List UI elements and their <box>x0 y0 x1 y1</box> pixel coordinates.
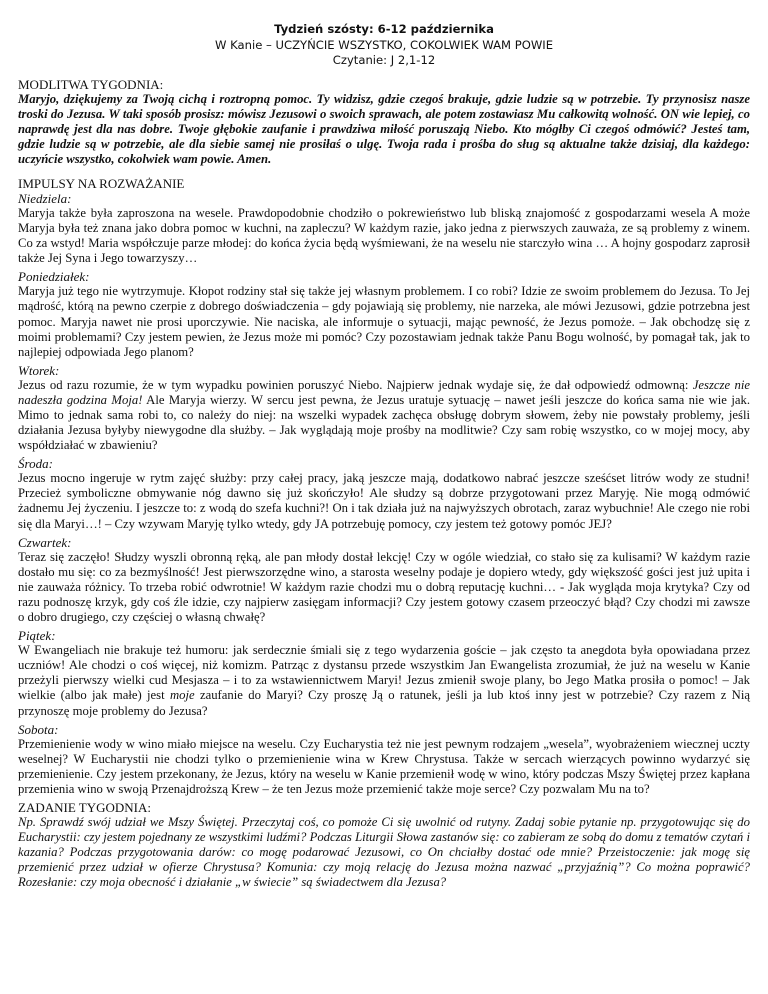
day-label-sunday: Niedziela: <box>18 190 72 206</box>
day-text-tuesday-quote: Jeszcze nie nadeszła godzina Moja! <box>18 377 750 407</box>
task-text: Np. Sprawdź swój udział we Mszy Świętej. Przeczytaj coś, co pomoże Ci się uwolnić od rutyny. Zadaj sobie pytanie np. przygotowując się do Eucharystii: czy jestem pojednany ze wszystkimi ludźmi? Podczas Liturgii Słowa zastanów się: co zabieram ze sobą do domu z tematów czytań i kazania? Podczas przygotowania darów: co mogę podarować Jezusowi, co On chciałby dostać ode mnie? Przeistoczenie: jak mogę się przemienić przez udział w ofierze Chrystusa? Komunia: czy moją relację do Jezusa można nazwać „przyjaźnią”? Co można poprawić? Rozesłanie: czy moja obecność i działanie „w świecie” są świadectwem dla Jezusa? <box>18 814 750 890</box>
impulses-heading: IMPULSY NA ROZWAŻANIE <box>18 175 185 191</box>
day-text-saturday: Przemienienie wody w wino miało miejsce na weselu. Czy Eucharystia też nie jest pewnym rodzajem „wesela”, wyobrażeniem wiecznej uczty weselnej? W Eucharystii nie chodzi tylko o przemienienie wina w Krew Chrystusa. Także w sercach wierzących powinno wydarzyć się przemienienie. Czy jestem przekonany, że Jezus, który na weselu w Kanie przemienił wodę w wino, który podczas Mszy Świętej przez kapłana przemienia wino w swoją Przenajdroższą Krew – że ten Jezus może przemienić także moje serce? Czy pozwalam Mu na to? <box>18 736 750 796</box>
task-heading: ZADANIE TYGODNIA: <box>18 799 151 815</box>
day-text-thursday: Teraz się zaczęło! Słudzy wyszli obronną ręką, ale pan młody dostał lekcję! Czy w ogóle wiedział, co stało się za kulisami? W każdym razie dostało mu się: co za bezmyślność! Jest pierwszorzędne wino, a starosta weselny podaje je dopiero wtedy, gdy większość gości jest już upita i nie zauważa różnicy. To trzeba robić odwrotnie! W każdym razie chodzi mu o dobrą reputację kuchni… - Jak wygląda moja krytyka? Czy od razu podnoszę krzyk, gdy coś źle idzie, czy najpierw zasięgam informacji? Czy jestem gotowy czasem przeoczyć błąd? Czy chodzi mi zawsze o dobro drugiego, czy częściej o własną chwałę? <box>18 549 750 625</box>
day-label-wednesday: Środa: <box>18 456 53 472</box>
prayer-section <box>18 77 750 167</box>
impulses-section <box>18 176 750 797</box>
prayer-heading: MODLITWA TYGODNIA: <box>18 76 164 92</box>
day-label-tuesday: Wtorek: <box>18 362 60 378</box>
day-text-tuesday-part1: Jezus od razu rozumie, że w tym wypadku powinien poruszyć Niebo. Najpierw jednak wydaje się, że dał odpowiedź odmowną: <box>18 377 693 392</box>
day-text-tuesday-part2: Ale Maryja wierzy. W sercu jest pewna, że Jezus uratuje sytuację – nawet jeśli jeszcze do końca sama nie wie jak. Mimo to jednak sama robi to, co należy do niej: na wszelki wypadek zachęca obsługę dobrym słowem, żeby nie powstały problemy, jeśli działania Jezusa byłyby niewygodne dla służby. – Jak wyglądają moje prośby na modlitwie? Czy sam robię wszystko, co w mojej mocy, aby współdziałać w zbawieniu? <box>18 392 750 453</box>
day-label-saturday: Sobota: <box>18 721 59 737</box>
reading-reference: Czytanie: J 2,1-12 <box>332 53 436 67</box>
day-text-tuesday <box>18 378 750 453</box>
task-section <box>18 800 750 890</box>
page-subtitle: W Kanie – UCZYŃCIE WSZYSTKO, COKOLWIEK WAM POWIE <box>214 37 554 52</box>
day-text-friday-part1: W Ewangeliach nie brakuje też humoru: jak serdecznie śmiali się z tego wydarzenia goście – jak często ta anegdota była opowiadana przez uczniów! Ale chodzi o coś więcej, niż komizm. Patrząc z dystansu przede wszystkim Jan Ewangelista zrozumiał, że już na weselu w Kanie przeżyli pierwszy wielki cud Mesjasza – i to za wstawiennictwem Maryi! Jezus zmienił swoje plany, bo Jego Matka prosiła o pomoc! – Jak wielkie (albo jak małe) jest <box>18 643 750 703</box>
day-text-wednesday: Jezus mocno ingeruje w rytm zajęć służby: przy całej pracy, jaką jeszcze mają, dodatkowo nabrać jeszcze sześćset litrów wody ze studni! Przecież symboliczne obmywanie nóg dawno się już skończyło! Ale słudzy są dobrze przygotowani przez Maryję. Nie mogą odmówić żadnemu Jej życzeniu. I jeszcze to: z wodą do szefa kuchni?! On i tak działa już na najwyższych obrotach, zaraz wybuchnie! Ale czego nie robi się dla Maryi…! – Czy wzywam Maryję tylko wtedy, gdy JA potrzebuję pomocy, czy jestem też gotowy pomóc JEJ? <box>18 471 750 531</box>
day-label-monday: Poniedziałek: <box>18 269 90 285</box>
page-title: Tydzień szósty: 6-12 października <box>274 22 494 36</box>
day-label-friday: Piątek: <box>18 628 56 644</box>
day-label-thursday: Czwartek: <box>18 534 72 550</box>
prayer-text: Maryjo, dziękujemy za Twoją cichą i roztropną pomoc. Ty widzisz, gdzie czegoś brakuje, gdzie ludzie są w potrzebie. Ty przynosisz nasze troski do Jezusa. W taki sposób prosisz: mówisz Jezusowi o swoich sprawach, ale potem zostawiasz Mu całkowitą wolność. ON wie lepiej, co naprawdę jest dla nas dobre. Twoje głębokie zaufanie i prawdziwa miłość poruszają Niebo. Kto mógłby Ci czegoś odmówić? Jesteś tam, gdzie ludzie są w potrzebie, ale dla siebie samej nie prosiłaś o ulgę. Twoja rada i prośba do sług są aktualne także dzisiaj, dla każdego: uczyńcie wszystko, cokolwiek wam powie. Amen. <box>18 91 750 166</box>
day-text-monday: Maryja już tego nie wytrzymuje. Kłopot rodziny stał się także jej własnym problemem. I co robi? Idzie ze swoim problemem do Jezusa. To Jej mądrość, którą na pewno czerpie z dobrego doświadczenia – gdy pojawiają się problemy, nie narzeka, ale mówi Jezusowi, gdzie potrzebna jest pomoc. Maryja nawet nie prosi uporczywie. Nie naciska, ale informuje o sytuacji, mając pewność, że Jezus pomoże. – Jak obchodzę się z moimi problemami? Czy jestem pewien, że Jezus może mi pomóc? Czy pozostawiam jednak także Panu Bogu wolność, by pomagał tak, jak to najlepiej odpowiada Jego planom? <box>18 284 750 359</box>
document-header <box>18 22 750 69</box>
day-text-friday-part2: zaufanie do Maryi? Czy proszę Ją o ratunek, jeśli ja lub ktoś inny jest w potrzebie? Czy razem z Nią przynoszę moje problemy do Jezusa? <box>18 688 750 718</box>
day-text-sunday: Maryja także była zaproszona na wesele. Prawdopodobnie chodziło o pokrewieństwo lub bliską znajomość z gospodarzami wesela A może Maryja była też znana jako dobra pomoc w kuchni, na zapleczu? W każdym razie, jako jedna z pierwszych zauważa, ze są problemy z winem. Co za wstyd! Maria współczuje parze młodej: do końca życia będą wyśmiewani, że na weselu nie starczyło wina … A hojny gospodarz zaprosił także Jej Syna i Jego towarzyszy… <box>18 205 750 266</box>
day-text-friday-emphasis: moje <box>169 688 195 703</box>
day-text-friday <box>18 643 750 718</box>
